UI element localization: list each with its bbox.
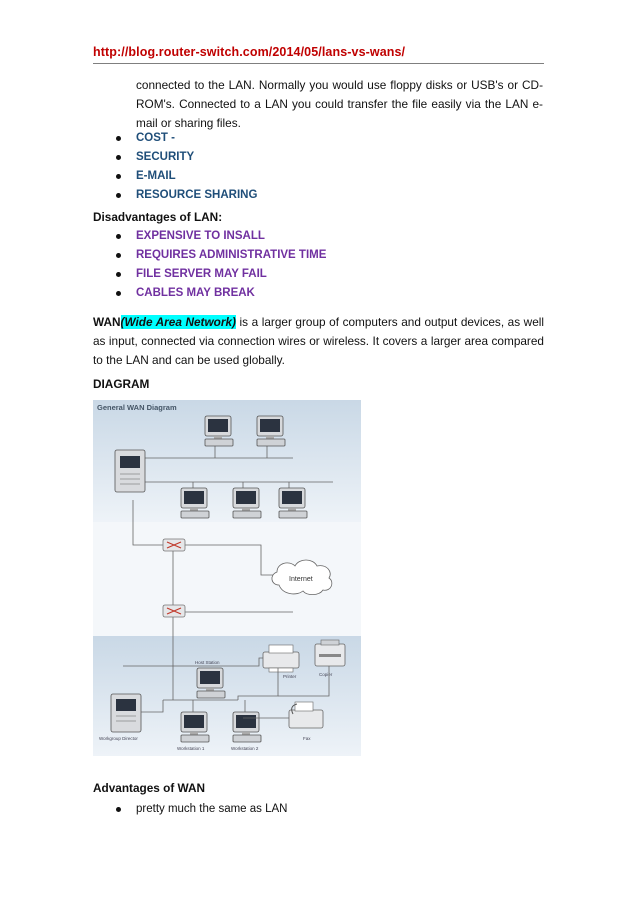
bullet-icon <box>116 193 121 198</box>
list-item <box>111 284 326 303</box>
list-item-text: SECURITY <box>136 151 195 163</box>
host-station-label: Host Station <box>195 660 220 665</box>
server-icon <box>111 694 141 732</box>
header-url-link[interactable]: http://blog.router-switch.com/2014/05/lans-vs-wans/ <box>93 45 406 59</box>
list-item <box>111 186 257 205</box>
computer-icon <box>205 416 233 446</box>
fax-label: Fax <box>303 736 311 741</box>
list-item-text: RESOURCE SHARING <box>136 189 258 201</box>
internet-label: Internet <box>289 576 313 583</box>
list-item <box>111 800 287 819</box>
bullet-icon <box>116 174 121 179</box>
list-item-text: E-MAIL <box>136 170 176 182</box>
list-item <box>111 167 257 186</box>
wan-term: WAN <box>93 315 121 329</box>
list-item-text: pretty much the same as LAN <box>136 803 288 815</box>
computer-icon <box>181 712 209 742</box>
bullet-icon <box>116 234 121 239</box>
computer-icon <box>197 668 225 698</box>
list-item-text: CABLES MAY BREAK <box>136 287 255 299</box>
server-icon <box>115 450 145 492</box>
list-item <box>111 148 257 167</box>
list-item-text: EXPENSIVE TO INSALL <box>136 230 265 242</box>
list-item <box>111 246 326 265</box>
diagram-title: General WAN Diagram <box>97 403 177 412</box>
bullet-icon <box>116 253 121 258</box>
intro-paragraph: connected to the LAN. Normally you would use floppy disks or USB's or CD-ROM's. Connected to a LAN you could transfer the file easily via the LAN e-mail or sharing files. <box>136 78 543 130</box>
wan-diagram-image <box>93 400 361 756</box>
wan-advantages-list <box>111 800 287 819</box>
bullet-icon <box>116 291 121 296</box>
list-item <box>111 265 326 284</box>
list-item-text: REQUIRES ADMINISTRATIVE TIME <box>136 249 327 261</box>
copier-icon <box>315 640 345 666</box>
bullet-icon <box>116 807 121 812</box>
header-divider <box>93 63 544 64</box>
copier-label: Copier <box>319 672 333 677</box>
wan-definition-text: is a larger group of computers and output devices, as well as input, connected via connection wires or wireless. It covers a larger area compared to the LAN and can be used globally. <box>93 315 545 367</box>
bullet-icon <box>116 155 121 160</box>
workstation-2-label: Workstation 2 <box>231 746 259 751</box>
workgroup-director-label: Workgroup Director <box>99 736 138 741</box>
list-item <box>111 227 326 246</box>
lan-disadvantages-list <box>111 227 326 303</box>
computer-icon <box>257 416 285 446</box>
list-item <box>111 129 257 148</box>
router-icon <box>163 539 185 551</box>
computer-icon <box>279 488 307 518</box>
bullet-icon <box>116 272 121 277</box>
printer-label: Printer <box>283 674 297 679</box>
list-item-text: COST - <box>136 132 175 144</box>
list-item-text: FILE SERVER MAY FAIL <box>136 268 267 280</box>
wan-advantages-heading: Advantages of WAN <box>93 781 206 795</box>
computer-icon <box>233 488 261 518</box>
wan-expansion-highlight: (Wide Area Network) <box>120 315 236 329</box>
workstation-1-label: Workstation 1 <box>177 746 205 751</box>
computer-icon <box>233 712 261 742</box>
lan-advantages-list <box>111 129 257 205</box>
wan-definition-paragraph <box>93 313 544 370</box>
disadvantages-heading: Disadvantages of LAN: <box>93 210 223 224</box>
computer-icon <box>181 488 209 518</box>
bullet-icon <box>116 136 121 141</box>
router-icon <box>163 605 185 617</box>
diagram-heading: DIAGRAM <box>93 377 150 391</box>
